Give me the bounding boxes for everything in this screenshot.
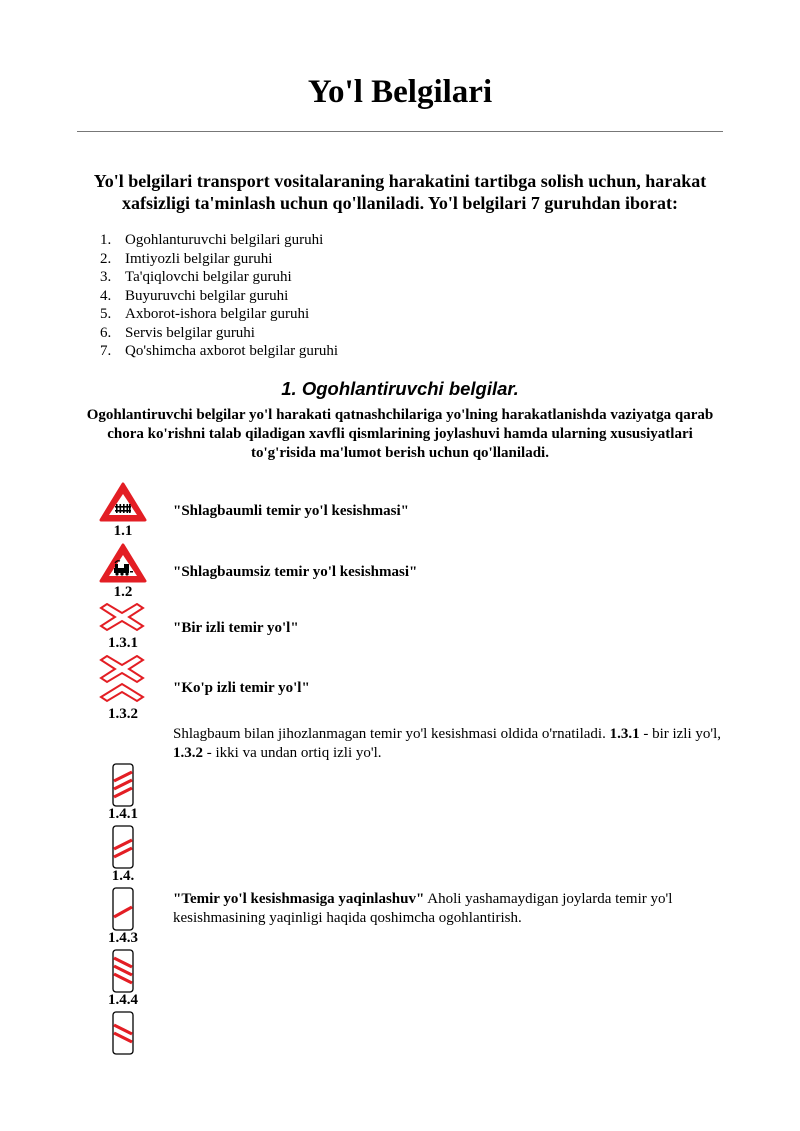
sign-groups-list [100, 231, 338, 361]
list-number: 5. [100, 306, 112, 322]
note-code: 1.3.1 [609, 726, 640, 742]
page-title: Yo'l Belgilari [307, 74, 493, 110]
sign-name: "Shlagbaumli temir yo'l kesishmasi" [173, 503, 409, 519]
approach-note [173, 890, 723, 928]
single-track-cross-icon [99, 603, 145, 633]
note-text: - bir izli yo'l, [639, 726, 722, 742]
list-item [100, 305, 338, 324]
section-description: Ogohlantiruvchi belgilar yo'l harakati qatnashchilariga yo'lning harakatlanishda vaziyatga qarab chora ko'rishni talab qiladigan xavfli qismlarining joylashuvi hamda ularning xususiyatlari to'g'risida ma'lumot berish uchun qo'llaniladi. [86, 407, 714, 461]
sign-code: 1.4.3 [108, 930, 138, 946]
list-label: Ogohlanturuvchi belgilari guruhi [125, 232, 324, 248]
list-number: 4. [100, 287, 112, 304]
list-item [100, 342, 338, 361]
list-number: 6. [100, 324, 112, 341]
railroad-crossing-locomotive-icon [98, 542, 148, 584]
sign-code: 1.4. [111, 868, 135, 884]
sign-code: 1.1 [113, 523, 133, 539]
sign-code: 1.3.1 [108, 635, 138, 651]
intro-paragraph: Yo'l belgilari transport vositalaraning harakatini tartibga solish uchun, harakat xafsizligi ta'minlash uchun qo'llaniladi. Yo'l belgilari 7 guruhdan iborat: [93, 171, 707, 213]
sign-name: "Shlagbaumsiz temir yo'l kesishmasi" [173, 564, 418, 580]
list-label: Imtiyozli belgilar guruhi [125, 250, 273, 267]
sign-name: "Bir izli temir yo'l" [173, 620, 299, 636]
approach-sign-one-stripe-icon [112, 887, 134, 931]
list-number: 3. [100, 269, 112, 285]
list-item [100, 231, 338, 250]
section-title: 1. Ogohlantiruvchi belgilar. [281, 378, 519, 399]
approach-note-title: "Temir yo'l kesishmasiga yaqinlashuv" [173, 891, 425, 907]
list-label: Buyuruvchi belgilar guruhi [125, 287, 289, 304]
list-number: 7. [100, 343, 112, 359]
sign-code: 1.4.1 [108, 806, 138, 822]
multi-track-cross-icon [99, 655, 145, 705]
list-label: Axborot-ishora belgilar guruhi [125, 306, 310, 322]
railroad-crossing-barrier-icon [98, 481, 148, 523]
sign-code: 1.4.4 [108, 992, 138, 1008]
sign-name: "Ko'p izli temir yo'l" [173, 680, 310, 696]
list-item [100, 250, 338, 269]
list-item [100, 268, 338, 287]
sign-code: 1.3.2 [108, 706, 138, 722]
approach-sign-two-stripes-icon [112, 825, 134, 869]
approach-sign-three-stripes-icon [112, 763, 134, 807]
list-label: Ta'qiqlovchi belgilar guruhi [125, 269, 292, 285]
list-number: 2. [100, 250, 112, 267]
title-divider [77, 131, 723, 132]
note-text: Shlagbaum bilan jihozlanmagan temir yo'l kesishmasi oldida o'rnatiladi. [173, 726, 610, 742]
approach-note-text: Aholi yashamaydigan joylarda temir yo'l kesishmasining yaqinligi haqida qoshimcha ogohlantirish. [173, 891, 673, 926]
approach-sign-two-stripes-reversed-icon [112, 1011, 134, 1055]
list-label: Qo'shimcha axborot belgilar guruhi [125, 343, 339, 359]
approach-sign-three-stripes-reversed-icon [112, 949, 134, 993]
list-number: 1. [100, 232, 112, 248]
list-item [100, 324, 338, 343]
list-label: Servis belgilar guruhi [125, 324, 255, 341]
list-item [100, 287, 338, 306]
note-code: 1.3.2 [173, 745, 203, 761]
sign-code: 1.2 [113, 584, 133, 600]
crossing-note [173, 725, 723, 763]
note-text: - ikki va undan ortiq izli yo'l. [203, 745, 382, 761]
